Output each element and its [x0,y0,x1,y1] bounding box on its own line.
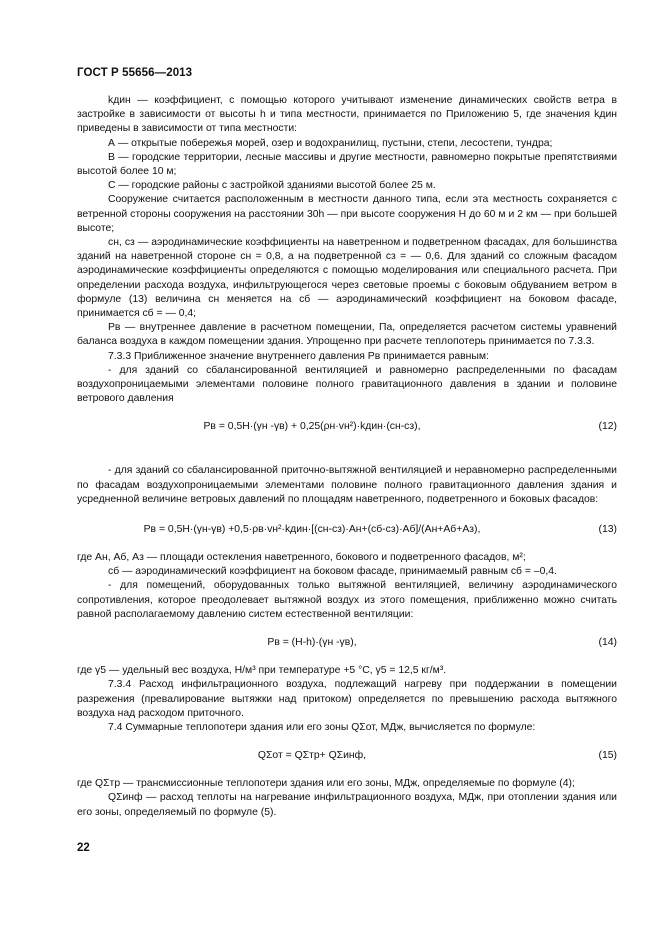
paragraph: где γ5 — удельный вес воздуха, Н/м³ при температуре +5 °С, γ5 = 12,5 кг/м³. [77,665,447,677]
paragraph: cн, cз — аэродинамические коэффициенты на наветренном и подветренном фасадах, для большинства зданий на наветренной стороне cн = 0,8, а на подветренной cз = — 0,6. Для зданий со сложным фасадом аэродинамические коэффициенты определяются с помощью моделирования или специального расчета. При определении расхода воздуха, инфильтрующегося через световые проемы с боковым обдуванием ветром в формуле (13) величина cн меняется на cб — аэродинамический коэффициент на боковом фасаде, принимается cб = — 0,4; [77,237,617,320]
equation-15 [77,749,617,763]
paragraph: где Aн, Aб, Aз — площади остекления наветренного, бокового и подветренного фасадов, м²; [77,552,526,564]
paragraph: kдин — коэффициент, с помощью которого учитывают изменение динамических свойств ветра в застройке в зависимости от высоты h и типа местности, принимается по Приложению 5, где значения kдин приведены в зависимости от типа местности: [77,95,617,135]
page-number: 22 [77,842,90,854]
paragraph: 7.3.4 Расход инфильтрационного воздуха, подлежащий нагреву при поддержании в помещении разрежения (превалирование вытяжки над притоком) определяется по превышению расхода вытяжного воздуха над расходом приточного. [77,679,617,719]
paragraph: А — открытые побережья морей, озер и водохранилищ, пустыни, степи, лесостепи, тундра; [108,137,553,149]
equation-formula: Pв = 0,5H·(γн -γв) + 0,25(ρн·vн²)·kдин·(cн-cз), [203,421,421,433]
paragraph: Сооружение считается расположенным в местности данного типа, если эта местность сохраняется с ветренной стороны сооружения на расстоянии 30h — при высоте сооружения H до 60 м и 2 км — при большей высоте; [77,194,617,234]
page-body [77,94,617,820]
equation-14 [77,636,617,650]
paragraph: 7.3.3 Приближенное значение внутреннего давления Pв принимается равным: [108,350,489,362]
paragraph: QΣинф — расход теплоты на нагревание инфильтрационного воздуха, МДж, при отоплении здания или его зоны, определяемый по формуле (5). [77,792,617,818]
equation-formula: Pв = 0,5H·(γн-γв) +0,5·ρв·vн²·kдин·[(cн-cз)·Aн+(cб-cз)·Aб]/(Aн+Aб+Aз), [143,524,481,536]
equation-formula: Pв = (H-h)·(γн -γв), [267,637,357,649]
equation-number: (13) [598,524,617,536]
document-header: ГОСТ Р 55656—2013 [77,67,193,79]
equation-number: (14) [598,637,617,649]
equation-formula: QΣот = QΣтр+ QΣинф, [257,750,367,762]
equation-12 [77,420,617,434]
paragraph: Pв — внутреннее давление в расчетном помещении, Па, определяется расчетом системы уравнений баланса воздуха в каждом помещении здания. Упрощенно при расчете теплопотерь принимается по 7.3.3. [77,322,617,348]
equation-number: (12) [598,421,617,433]
paragraph: С — городские районы с застройкой зданиями высотой более 25 м. [108,180,436,192]
paragraph: - для помещений, оборудованных только вытяжной вентиляцией, величину аэродинамического сопротивления, которое преодолевает вытяжной воздух из этого помещения, приближенно можно считать равной располагаемому давлению систем естественной вентиляции: [77,580,617,620]
paragraph: 7.4 Суммарные теплопотери здания или его зоны QΣот, МДж, вычисляется по формуле: [108,721,536,733]
paragraph: - для зданий со сбалансированной вентиляцией и равномерно распределенными по фасадам воздухопроницаемыми элементами половине полного гравитационного давления в здании и половине ветрового давления [77,364,617,405]
paragraph: cб — аэродинамический коэффициент на боковом фасаде, принимаемый равным cб = –0,4. [108,566,557,578]
paragraph: где QΣтр — трансмиссионные теплопотери здания или его зоны, МДж, определяемые по формуле (4); [77,778,575,790]
paragraph: - для зданий со сбалансированной приточно-вытяжной вентиляцией и неравномерно распределенными по фасадам воздухопроницаемыми элементами половине полного гравитационного давления здания и усредненной величине ветровых давлений по площадям наветренного, подветренного и боковых фасадов: [77,465,617,505]
equation-number: (15) [598,750,617,762]
paragraph: В — городские территории, лесные массивы и другие местности, равномерно покрытые препятствиями высотой более 10 м; [77,151,617,178]
equation-13 [77,523,617,537]
